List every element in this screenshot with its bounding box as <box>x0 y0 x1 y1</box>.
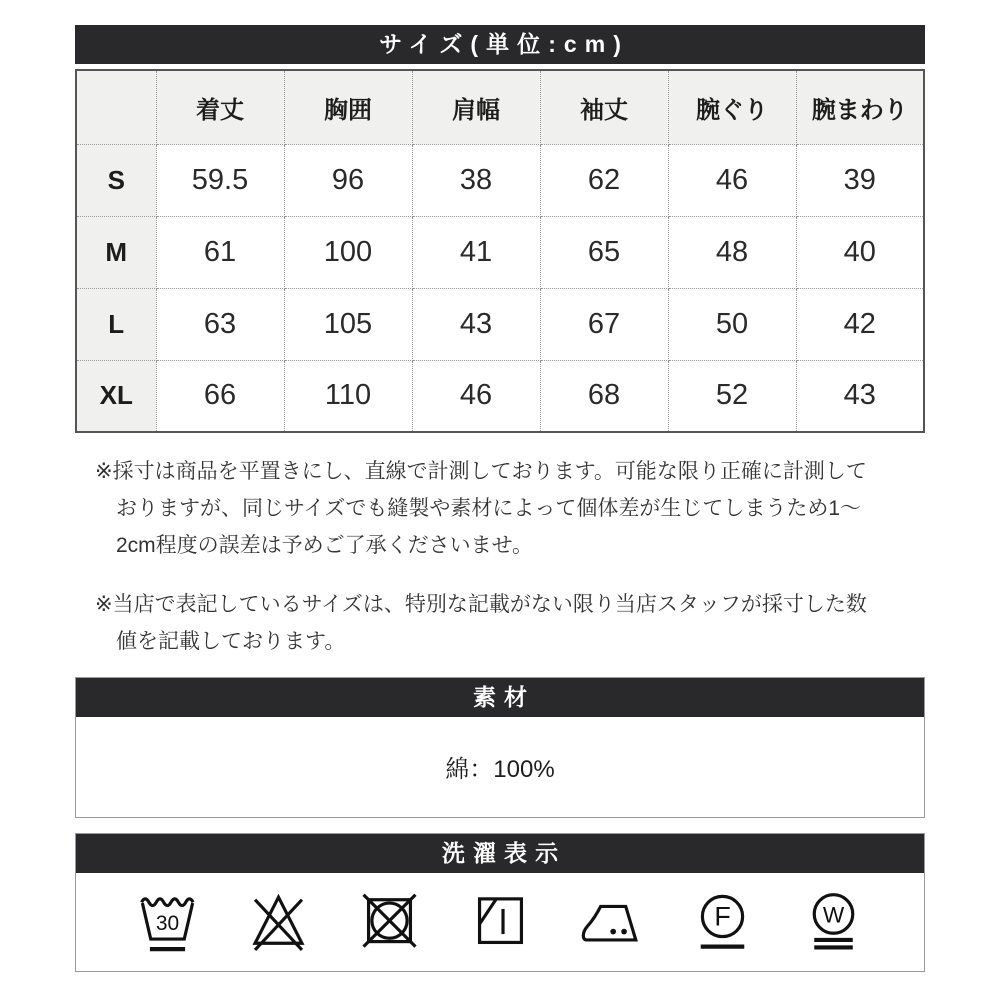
size-cell: 46 <box>668 144 796 216</box>
size-cell: 61 <box>156 216 284 288</box>
measurement-notes <box>75 454 925 661</box>
size-table-corner-cell <box>76 70 156 144</box>
svg-text:30: 30 <box>155 912 179 936</box>
care-symbols-row <box>76 873 924 971</box>
table-row-xl <box>76 360 924 432</box>
size-cell: 110 <box>284 360 412 432</box>
size-cell: 62 <box>540 144 668 216</box>
table-row-s <box>76 144 924 216</box>
size-cell: 38 <box>412 144 540 216</box>
size-section-title: サイズ(単位:cm) <box>75 25 925 64</box>
size-cell: 43 <box>796 360 924 432</box>
col-header-sleeve: 袖丈 <box>540 70 668 144</box>
size-cell: 46 <box>412 360 540 432</box>
material-section-title: 素材 <box>76 678 924 717</box>
size-cell: 68 <box>540 360 668 432</box>
size-cell: 40 <box>796 216 924 288</box>
size-cell: 43 <box>412 288 540 360</box>
size-section <box>75 25 925 433</box>
do-not-bleach-icon <box>245 886 312 957</box>
size-row-label: S <box>76 144 156 216</box>
material-section <box>75 677 925 818</box>
size-row-label: M <box>76 216 156 288</box>
svg-text:F: F <box>713 901 731 932</box>
dry-clean-f-icon <box>689 886 756 957</box>
size-cell: 63 <box>156 288 284 360</box>
note-measurement-method: ※採寸は商品を平置きにし、直線で計測しております。可能な限り正確に計測しておりますが、同じサイズでも縫製や素材によって個体差が生じてしまうため1〜2cm程度の誤差は予めご了承くださいませ。 <box>95 460 867 557</box>
do-not-tumble-dry-icon <box>356 886 423 957</box>
size-cell: 42 <box>796 288 924 360</box>
size-row-label: L <box>76 288 156 360</box>
size-cell: 65 <box>540 216 668 288</box>
size-cell: 66 <box>156 360 284 432</box>
size-cell: 100 <box>284 216 412 288</box>
wash-section-title: 洗濯表示 <box>76 834 924 873</box>
table-row-l <box>76 288 924 360</box>
line-dry-in-shade-icon <box>467 886 534 957</box>
size-cell: 50 <box>668 288 796 360</box>
table-row-m <box>76 216 924 288</box>
wash-30-gentle-icon <box>134 886 201 957</box>
size-cell: 105 <box>284 288 412 360</box>
col-header-shoulder: 肩幅 <box>412 70 540 144</box>
size-cell: 59.5 <box>156 144 284 216</box>
col-header-body-length: 着丈 <box>156 70 284 144</box>
size-cell: 52 <box>668 360 796 432</box>
col-header-armhole: 腕ぐり <box>668 70 796 144</box>
size-table-header-row <box>76 70 924 144</box>
size-cell: 96 <box>284 144 412 216</box>
wash-care-section <box>75 833 925 972</box>
iron-medium-icon <box>578 886 645 957</box>
wet-clean-w-icon <box>800 886 867 957</box>
size-cell: 48 <box>668 216 796 288</box>
note-staff-measured: ※当店で表記しているサイズは、特別な記載がない限り当店スタッフが採寸した数値を記載しております。 <box>95 593 867 653</box>
size-cell: 67 <box>540 288 668 360</box>
size-table <box>75 69 925 433</box>
size-cell: 39 <box>796 144 924 216</box>
size-row-label: XL <box>76 360 156 432</box>
col-header-chest: 胸囲 <box>284 70 412 144</box>
svg-text:W: W <box>822 902 844 928</box>
material-value: 綿：100% <box>76 717 924 817</box>
size-cell: 41 <box>412 216 540 288</box>
col-header-arm-width: 腕まわり <box>796 70 924 144</box>
